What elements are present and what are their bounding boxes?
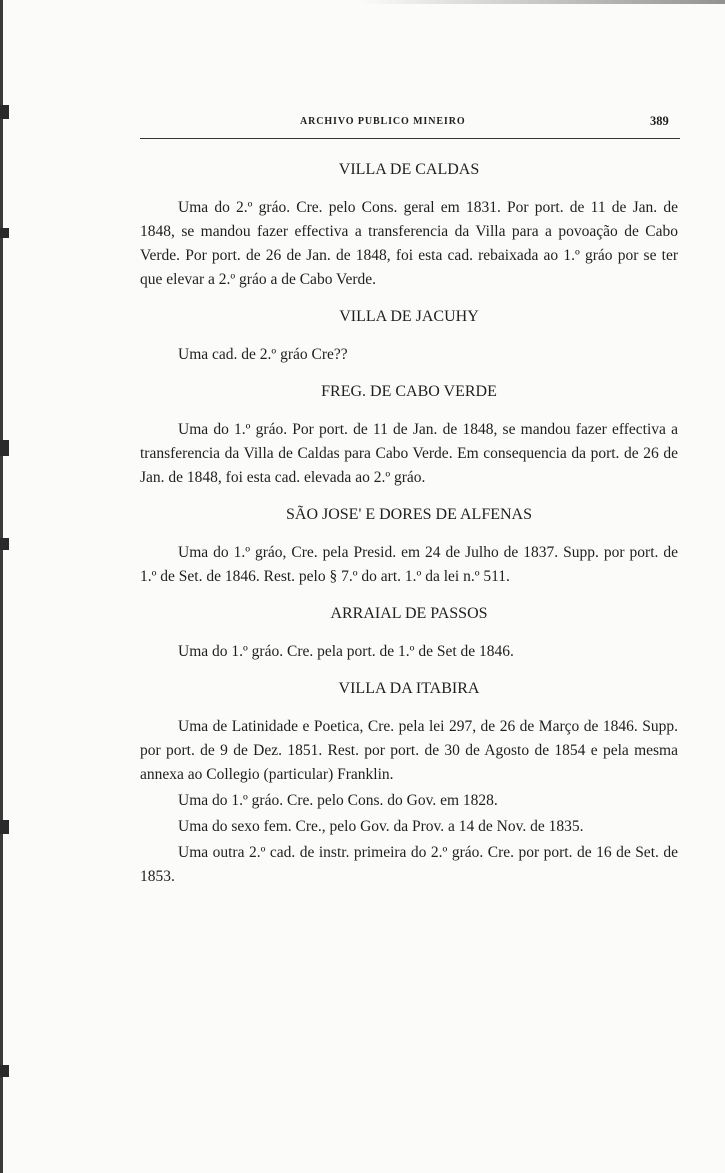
paragraph: Uma do sexo fem. Cre., pelo Gov. da Prov. a 14 de Nov. de 1835.: [178, 818, 584, 835]
edge-scan-mark: [0, 820, 9, 834]
section-freg-de-cabo-verde: [140, 382, 678, 490]
section-arraial-de-passos: [140, 604, 678, 664]
scan-top-shadow: [360, 0, 725, 4]
section-villa-de-jacuhy: [140, 307, 678, 367]
edge-scan-mark: [0, 105, 9, 119]
running-header-title: ARCHIVO PUBLICO MINEIRO: [300, 116, 466, 127]
edge-scan-mark: [0, 538, 9, 550]
edge-scan-mark: [0, 440, 9, 456]
paragraph: Uma do 1.º gráo. Cre. pelo Cons. do Gov. em 1828.: [178, 792, 498, 809]
section-title: SÃO JOSE' E DORES DE ALFENAS: [285, 506, 533, 523]
section-title: VILLA DE JACUHY: [339, 308, 479, 325]
section-villa-da-itabira: [140, 679, 678, 889]
section-sao-jose-e-dores-de-alfenas: [140, 505, 678, 589]
header-rule: [140, 138, 680, 139]
paragraph: Uma de Latinidade e Poetica, Cre. pela lei 297, de 26 de Março de 1846. Supp. por port. de 9 de Dez. 1851. Rest. por port. de 30 de Agosto de 1854 e pela mesma annexa ao Collegio (particular) Franklin.: [140, 718, 678, 783]
section-title: VILLA DE CALDAS: [338, 161, 480, 178]
page-number: 389: [650, 114, 669, 128]
paragraph: Uma do 1.º gráo, Cre. pela Presid. em 24 de Julho de 1837. Supp. por port. de 1.º de Set. de 1846. Rest. pelo § 7.º do art. 1.º da lei n.º 511.: [140, 544, 678, 585]
paragraph: Uma do 1.º gráo. Cre. pela port. de 1.º de Set de 1846.: [178, 643, 514, 660]
paragraph: Uma do 1.º gráo. Por port. de 11 de Jan. de 1848, se mandou fazer effectiva a transferencia da Villa de Caldas para Cabo Verde. Em consequencia da port. de 26 de Jan. de 1848, foi esta cad. elevada ao 2.º gráo.: [140, 421, 678, 486]
section-title: FREG. DE CABO VERDE: [321, 383, 497, 400]
section-villa-de-caldas: [140, 160, 678, 292]
section-title: ARRAIAL DE PASSOS: [330, 605, 488, 622]
edge-scan-mark: [0, 228, 9, 238]
section-title: VILLA DA ITABIRA: [338, 680, 480, 697]
page-body: [140, 160, 678, 891]
paragraph: Uma outra 2.º cad. de instr. primeira do 2.º gráo. Cre. por port. de 16 de Set. de 1853.: [140, 844, 678, 885]
edge-scan-mark: [0, 1065, 9, 1077]
paragraph: Uma do 2.º gráo. Cre. pelo Cons. geral em 1831. Por port. de 11 de Jan. de 1848, se mandou fazer effectiva a transferencia da Villa para a povoação de Cabo Verde. Por port. de 26 de Jan. de 1848, foi esta cad. rebaixada ao 1.º gráo por se ter que elevar a 2.º gráo a de Cabo Verde.: [140, 199, 678, 288]
paragraph: Uma cad. de 2.º gráo Cre??: [178, 346, 348, 363]
page-left-edge: [0, 0, 3, 1173]
